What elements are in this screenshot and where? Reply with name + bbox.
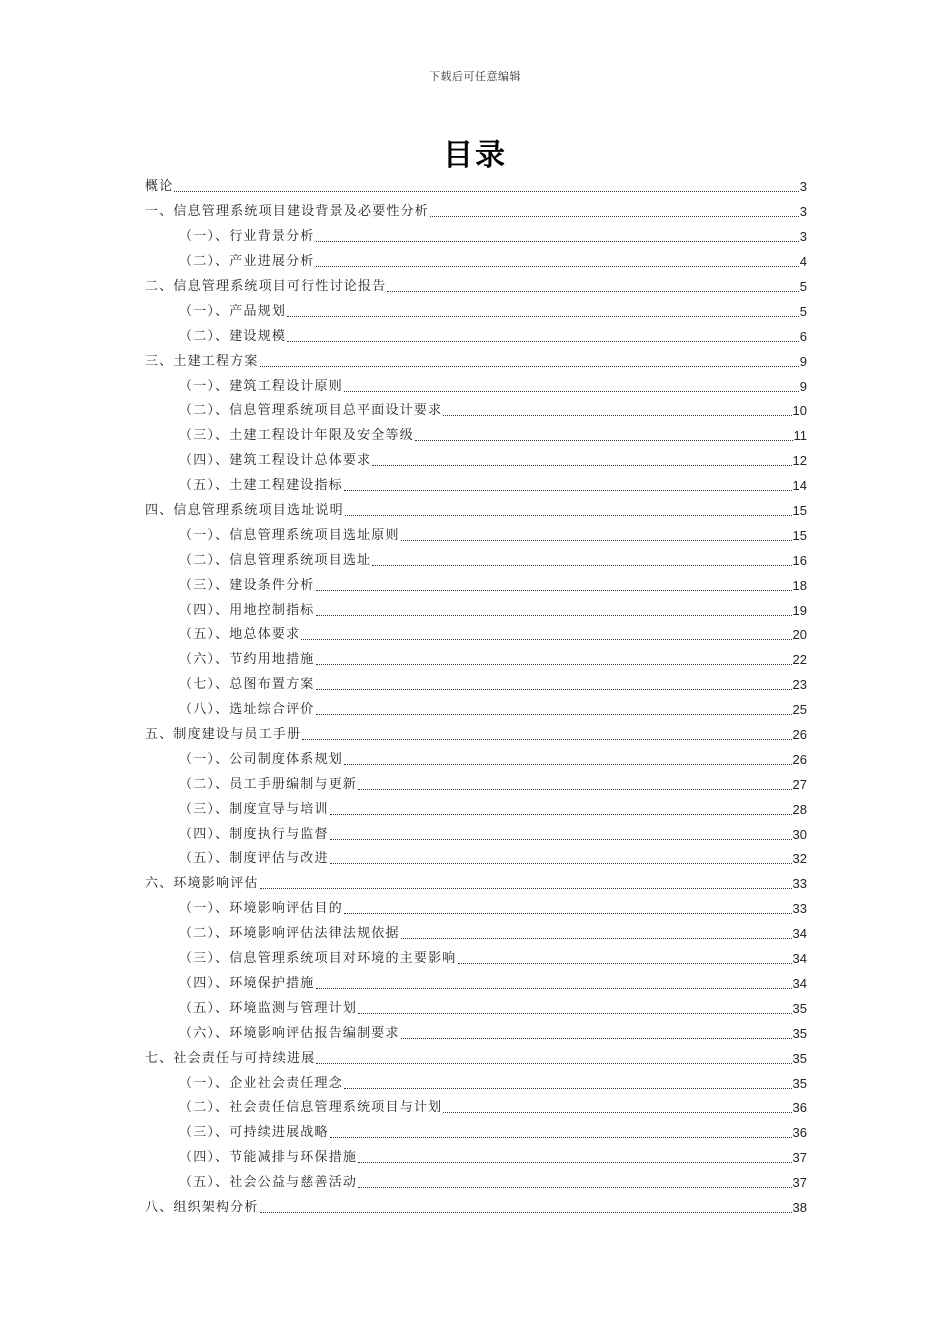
toc-entry-label: （一）、环境影响评估目的 xyxy=(179,901,343,917)
toc-dot-leader xyxy=(430,215,799,217)
toc-dot-leader xyxy=(401,539,792,541)
toc-dot-leader xyxy=(260,365,799,367)
toc-entry-label: （五）、地总体要求 xyxy=(179,627,301,643)
toc-entry-page-number: 35 xyxy=(792,1075,807,1091)
toc-entry[interactable] xyxy=(145,1146,807,1171)
toc-entry[interactable] xyxy=(145,225,807,250)
toc-entry-label: （一）、产品规划 xyxy=(179,303,287,319)
toc-entry-page-number: 34 xyxy=(792,951,807,967)
toc-dot-leader xyxy=(316,987,792,989)
toc-entry[interactable] xyxy=(145,324,807,349)
toc-entry[interactable] xyxy=(145,897,807,922)
toc-dot-leader xyxy=(260,1211,792,1213)
toc-entry-label: 六、环境影响评估 xyxy=(145,876,259,892)
toc-entry-page-number: 35 xyxy=(792,1000,807,1016)
toc-entry-label: （六）、环境影响评估报告编制要求 xyxy=(179,1025,400,1041)
toc-entry-label: 一、信息管理系统项目建设背景及必要性分析 xyxy=(145,204,430,220)
toc-entry-label: 二、信息管理系统项目可行性讨论报告 xyxy=(145,279,387,294)
toc-entry-label: （五）、土建工程建设指标 xyxy=(179,478,343,494)
toc-dot-leader xyxy=(344,1087,792,1089)
toc-entry[interactable] xyxy=(145,972,807,997)
toc-entry[interactable] xyxy=(145,374,807,399)
toc-entry[interactable] xyxy=(145,1121,807,1146)
toc-entry-label: （三）、可持续进展战略 xyxy=(179,1125,329,1141)
toc-entry-page-number: 3 xyxy=(799,204,807,220)
toc-dot-leader xyxy=(260,887,792,889)
toc-entry-label: （四）、制度执行与监督 xyxy=(179,826,329,842)
header-note: 下载后可任意编辑 xyxy=(429,70,521,83)
toc-dot-leader xyxy=(316,1062,791,1064)
toc-entry-page-number: 20 xyxy=(792,627,807,643)
toc-entry[interactable] xyxy=(145,623,807,648)
toc-entry-page-number: 10 xyxy=(792,403,807,419)
toc-dot-leader xyxy=(287,315,799,317)
toc-entry-label: （二）、建设规模 xyxy=(179,328,287,344)
toc-entry[interactable] xyxy=(145,772,807,797)
toc-entry-label: （一）、行业背景分析 xyxy=(179,229,315,245)
toc-entry-label: （二）、环境影响评估法律法规依据 xyxy=(179,926,400,942)
toc-dot-leader xyxy=(316,614,792,616)
toc-entry[interactable] xyxy=(145,1096,807,1121)
toc-entry[interactable] xyxy=(145,1021,807,1046)
toc-entry-page-number: 35 xyxy=(792,1050,807,1066)
toc-entry-page-number: 5 xyxy=(799,279,807,294)
toc-entry-label: （七）、总图布置方案 xyxy=(179,677,315,693)
toc-entry[interactable] xyxy=(145,1046,807,1071)
toc-entry[interactable] xyxy=(145,424,807,449)
toc-entry-page-number: 19 xyxy=(792,602,807,618)
toc-entry-label: （四）、用地控制指标 xyxy=(179,602,315,618)
toc-entry[interactable] xyxy=(145,399,807,424)
toc-entry[interactable] xyxy=(145,847,807,872)
toc-entry[interactable] xyxy=(145,299,807,324)
toc-entry[interactable] xyxy=(145,947,807,972)
toc-entry-label: （六）、节约用地措施 xyxy=(179,652,315,668)
toc-dot-leader xyxy=(358,1012,791,1014)
toc-entry-page-number: 15 xyxy=(792,503,807,519)
toc-entry[interactable] xyxy=(145,822,807,847)
toc-entry-label: （二）、信息管理系统项目总平面设计要求 xyxy=(179,403,443,419)
toc-dot-leader xyxy=(316,688,792,690)
toc-dot-leader xyxy=(316,713,792,715)
toc-dot-leader xyxy=(316,589,792,591)
toc-entry-label: （一）、公司制度体系规划 xyxy=(179,751,343,767)
toc-entry-label: 三、土建工程方案 xyxy=(145,353,259,369)
toc-entry-page-number: 34 xyxy=(792,926,807,942)
toc-dot-leader xyxy=(330,813,792,815)
toc-dot-leader xyxy=(401,937,792,939)
toc-entry[interactable] xyxy=(145,175,807,200)
table-of-contents xyxy=(145,175,807,1220)
toc-entry[interactable] xyxy=(145,474,807,499)
toc-entry[interactable] xyxy=(145,797,807,822)
toc-entry-page-number: 36 xyxy=(792,1125,807,1141)
toc-dot-leader xyxy=(358,1161,791,1163)
toc-entry-label: 五、制度建设与员工手册 xyxy=(145,727,302,743)
toc-entry-page-number: 26 xyxy=(792,751,807,767)
toc-dot-leader xyxy=(302,738,791,740)
toc-entry-page-number: 15 xyxy=(792,527,807,543)
toc-entry-page-number: 18 xyxy=(792,577,807,593)
toc-entry-page-number: 25 xyxy=(792,702,807,718)
toc-entry[interactable] xyxy=(145,648,807,673)
toc-dot-leader xyxy=(316,265,799,267)
toc-entry-label: （一）、信息管理系统项目选址原则 xyxy=(179,527,400,543)
toc-entry-page-number: 30 xyxy=(792,826,807,842)
toc-entry-label: （五）、社会公益与慈善活动 xyxy=(179,1175,358,1191)
toc-dot-leader xyxy=(344,489,792,491)
toc-dot-leader xyxy=(330,1136,792,1138)
toc-entry-label: 七、社会责任与可持续进展 xyxy=(145,1050,316,1066)
toc-dot-leader xyxy=(372,564,791,566)
toc-entry[interactable] xyxy=(145,499,807,524)
toc-entry[interactable] xyxy=(145,698,807,723)
toc-entry[interactable] xyxy=(145,1171,807,1196)
toc-entry-label: 八、组织架构分析 xyxy=(145,1199,259,1215)
toc-entry[interactable] xyxy=(145,598,807,623)
toc-entry-page-number: 14 xyxy=(792,478,807,494)
toc-entry-page-number: 37 xyxy=(792,1175,807,1191)
toc-entry-label: （二）、产业进展分析 xyxy=(179,254,315,270)
toc-dot-leader xyxy=(443,1111,791,1113)
toc-entry-page-number: 27 xyxy=(792,776,807,792)
toc-entry-label: （三）、土建工程设计年限及安全等级 xyxy=(179,428,414,444)
toc-entry-page-number: 3 xyxy=(799,229,807,245)
page-title: 目录 xyxy=(443,138,507,173)
toc-entry-page-number: 33 xyxy=(792,901,807,917)
toc-dot-leader xyxy=(458,962,792,964)
toc-entry-label: （一）、企业社会责任理念 xyxy=(179,1075,343,1091)
toc-dot-leader xyxy=(316,240,799,242)
toc-dot-leader xyxy=(330,862,792,864)
toc-entry-page-number: 11 xyxy=(793,428,807,444)
toc-entry[interactable] xyxy=(145,275,807,300)
toc-entry-label: （四）、建筑工程设计总体要求 xyxy=(179,453,372,469)
toc-entry-page-number: 5 xyxy=(799,303,807,319)
toc-entry-label: 四、信息管理系统项目选址说明 xyxy=(145,503,344,519)
toc-dot-leader xyxy=(287,340,799,342)
toc-dot-leader xyxy=(372,464,791,466)
toc-dot-leader xyxy=(415,439,793,441)
toc-dot-leader xyxy=(330,838,792,840)
toc-entry-label: （三）、建设条件分析 xyxy=(179,577,315,593)
toc-entry[interactable] xyxy=(145,523,807,548)
toc-dot-leader xyxy=(358,788,791,790)
toc-entry[interactable] xyxy=(145,996,807,1021)
toc-entry-label: （三）、制度宣导与培训 xyxy=(179,801,329,817)
toc-entry-page-number: 28 xyxy=(792,801,807,817)
toc-dot-leader xyxy=(443,414,791,416)
toc-entry-label: （一）、建筑工程设计原则 xyxy=(179,378,343,394)
toc-dot-leader xyxy=(358,1186,791,1188)
toc-entry-page-number: 23 xyxy=(792,677,807,693)
toc-entry-page-number: 35 xyxy=(792,1025,807,1041)
toc-entry-page-number: 26 xyxy=(792,727,807,743)
toc-entry-page-number: 12 xyxy=(792,453,807,469)
toc-entry-page-number: 16 xyxy=(792,552,807,568)
toc-entry-label: （四）、节能减排与环保措施 xyxy=(179,1150,358,1166)
toc-entry-label: （八）、选址综合评价 xyxy=(179,702,315,718)
toc-dot-leader xyxy=(344,912,792,914)
toc-entry[interactable] xyxy=(145,349,807,374)
toc-entry-page-number: 4 xyxy=(799,254,807,270)
toc-entry[interactable] xyxy=(145,1196,807,1221)
toc-entry[interactable] xyxy=(145,200,807,225)
toc-entry-label: （二）、员工手册编制与更新 xyxy=(179,776,358,792)
toc-entry[interactable] xyxy=(145,1071,807,1096)
toc-entry-page-number: 37 xyxy=(792,1150,807,1166)
toc-entry[interactable] xyxy=(145,723,807,748)
toc-entry[interactable] xyxy=(145,250,807,275)
toc-entry-page-number: 34 xyxy=(792,975,807,991)
toc-entry-page-number: 9 xyxy=(799,378,807,394)
toc-dot-leader xyxy=(345,514,792,516)
toc-entry[interactable] xyxy=(145,449,807,474)
toc-entry-label: （二）、社会责任信息管理系统项目与计划 xyxy=(179,1100,443,1116)
toc-entry-page-number: 33 xyxy=(792,876,807,892)
toc-entry[interactable] xyxy=(145,573,807,598)
toc-entry-label: （三）、信息管理系统项目对环境的主要影响 xyxy=(179,951,457,967)
toc-dot-leader xyxy=(301,638,791,640)
toc-dot-leader xyxy=(174,190,798,192)
toc-dot-leader xyxy=(344,390,799,392)
toc-entry-page-number: 36 xyxy=(792,1100,807,1116)
toc-entry-page-number: 3 xyxy=(799,179,807,195)
toc-entry-page-number: 9 xyxy=(799,353,807,369)
toc-dot-leader xyxy=(344,763,792,765)
toc-entry-page-number: 6 xyxy=(799,328,807,344)
toc-dot-leader xyxy=(316,663,792,665)
toc-entry-page-number: 22 xyxy=(792,652,807,668)
toc-entry-label: （四）、环境保护措施 xyxy=(179,975,315,991)
toc-entry-page-number: 38 xyxy=(792,1199,807,1215)
toc-entry[interactable] xyxy=(145,922,807,947)
toc-dot-leader xyxy=(401,1037,792,1039)
toc-entry[interactable] xyxy=(145,747,807,772)
toc-entry[interactable] xyxy=(145,673,807,698)
toc-entry-label: 概论 xyxy=(145,179,174,195)
toc-entry-label: （五）、环境监测与管理计划 xyxy=(179,1000,358,1016)
toc-entry[interactable] xyxy=(145,872,807,897)
toc-entry-page-number: 32 xyxy=(792,851,807,867)
toc-entry-label: （二）、信息管理系统项目选址 xyxy=(179,552,372,568)
toc-entry[interactable] xyxy=(145,548,807,573)
toc-entry-label: （五）、制度评估与改进 xyxy=(179,851,329,867)
toc-dot-leader xyxy=(387,290,798,292)
